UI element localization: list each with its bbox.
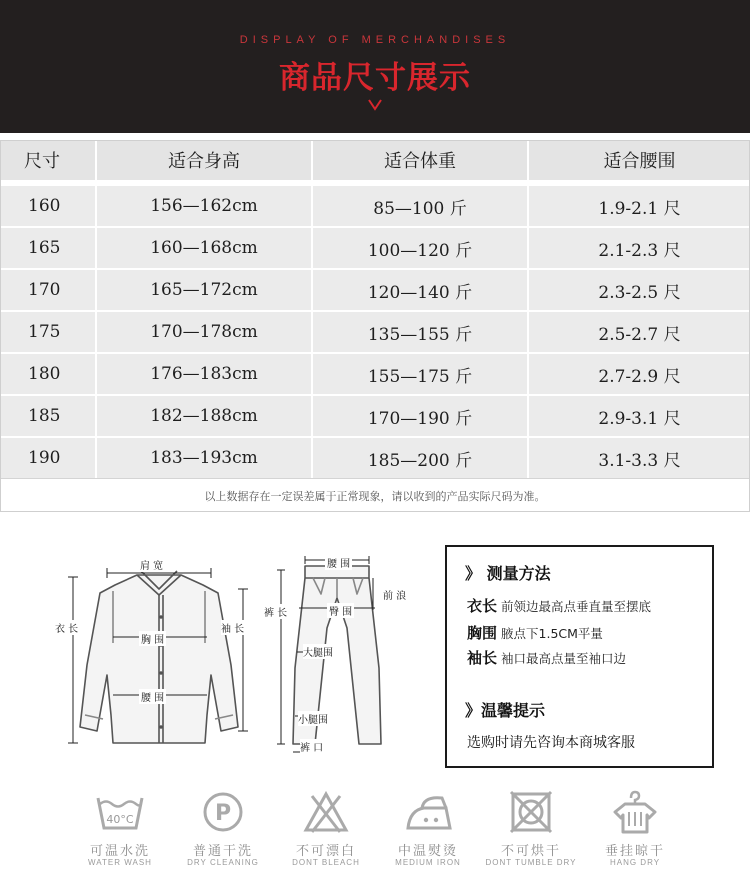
care-label-cn: 垂挂晾干 — [604, 844, 665, 859]
pants-hip-label: 臀 围 — [327, 603, 354, 618]
no-bleach-icon — [302, 790, 350, 834]
shirt-waist-label: 腰 围 — [139, 689, 166, 704]
header-banner — [0, 0, 750, 133]
cell-height: 182—188cm — [97, 396, 311, 436]
cell-size: 180 — [0, 354, 95, 394]
page-title: 商品尺寸展示 — [279, 60, 471, 96]
measure-term: 衣长 — [467, 597, 498, 615]
cell-size: 165 — [0, 228, 95, 268]
care-label-en: MEDIUM IRON — [395, 858, 461, 867]
pants-diagram — [265, 548, 425, 760]
measure-item — [467, 595, 651, 616]
cell-size: 190 — [0, 438, 95, 478]
shirt-diagram — [45, 545, 255, 755]
cell-height: 176—183cm — [97, 354, 311, 394]
cell-size: 175 — [0, 312, 95, 352]
cell-size: 185 — [0, 396, 95, 436]
table-row — [0, 438, 750, 480]
tips-title: 》温馨提示 — [465, 701, 546, 720]
dry-clean-badge: P — [214, 801, 232, 826]
cell-height: 170—178cm — [97, 312, 311, 352]
measure-term: 袖长 — [467, 649, 498, 667]
measure-item — [467, 622, 603, 643]
pants-calf-label: 小腿围 — [298, 711, 328, 726]
care-label-cn: 不可漂白 — [295, 844, 356, 859]
wash-temp-badge: 40°C — [106, 813, 134, 826]
table-row — [0, 270, 750, 312]
measure-method-box — [445, 545, 714, 768]
iron-medium-icon — [402, 790, 454, 834]
pants-front-rise-label: 前 浪 — [383, 587, 406, 602]
shirt-chest-label: 胸 围 — [139, 631, 166, 646]
table-row — [0, 396, 750, 438]
care-label-cn: 可温水洗 — [89, 844, 150, 859]
measure-desc: 前领边最高点垂直量至摆底 — [501, 599, 652, 614]
measure-method-title: 》 测量方法 — [465, 564, 551, 583]
table-note: 以上数据存在一定误差属于正常现象，请以收到的产品实际尺码为准。 — [0, 478, 750, 512]
cell-waist: 2.9-3.1 尺 — [529, 396, 750, 436]
pants-thigh-label: 大腿围 — [303, 644, 333, 659]
pants-hem-label: 裤 口 — [300, 739, 323, 754]
cell-waist: 2.3-2.5 尺 — [529, 270, 750, 310]
pants-waist-label: 腰 围 — [325, 555, 352, 570]
cell-waist: 2.1-2.3 尺 — [529, 228, 750, 268]
cell-height: 165—172cm — [97, 270, 311, 310]
cell-weight: 135—155 斤 — [313, 312, 527, 352]
cell-waist: 2.5-2.7 尺 — [529, 312, 750, 352]
cell-height: 160—168cm — [97, 228, 311, 268]
care-label-en: HANG DRY — [609, 858, 661, 867]
size-table — [0, 140, 750, 512]
table-row — [0, 312, 750, 354]
cell-size: 160 — [0, 186, 95, 226]
wash-40-icon — [94, 790, 146, 834]
shirt-sleeve-label: 袖 长 — [221, 620, 244, 635]
table-row — [0, 186, 750, 228]
header-height: 适合身高 — [97, 140, 311, 180]
header-weight: 适合体重 — [313, 140, 527, 180]
table-row — [0, 354, 750, 396]
cell-weight: 170—190 斤 — [313, 396, 527, 436]
care-label-cn: 普通干洗 — [192, 844, 253, 859]
cell-weight: 185—200 斤 — [313, 438, 527, 478]
cell-weight: 85—100 斤 — [313, 186, 527, 226]
care-label-cn: 不可烘干 — [500, 844, 561, 859]
care-item-wash — [65, 790, 175, 890]
cell-waist: 3.1-3.3 尺 — [529, 438, 750, 478]
care-label-en: WATER WASH — [88, 858, 152, 867]
table-row — [0, 228, 750, 270]
cell-waist: 1.9-2.1 尺 — [529, 186, 750, 226]
care-item-no-tumble — [476, 790, 586, 890]
shirt-shoulder-label: 肩 宽 — [138, 557, 165, 572]
table-header-row — [0, 140, 750, 182]
measure-term: 胸围 — [467, 624, 498, 642]
pants-length-label: 裤 长 — [264, 604, 287, 619]
cell-weight: 120—140 斤 — [313, 270, 527, 310]
shirt-length-label: 衣 长 — [55, 620, 78, 635]
care-item-no-bleach — [271, 790, 381, 890]
tips-text: 选购时请先咨询本商城客服 — [467, 735, 635, 751]
cell-weight: 100—120 斤 — [313, 228, 527, 268]
cell-size: 170 — [0, 270, 95, 310]
cell-height: 183—193cm — [97, 438, 311, 478]
care-item-dry-clean — [168, 790, 278, 890]
measure-desc: 腋点下1.5CM平量 — [501, 626, 603, 641]
cell-waist: 2.7-2.9 尺 — [529, 354, 750, 394]
hang-dry-icon — [609, 790, 661, 834]
cell-weight: 155—175 斤 — [313, 354, 527, 394]
care-label-en: DONT BLEACH — [292, 858, 360, 867]
dry-clean-p-icon — [201, 790, 245, 834]
measure-item — [467, 647, 626, 668]
care-label-cn: 中温熨烫 — [397, 844, 458, 859]
header-size: 尺寸 — [0, 140, 95, 180]
no-tumble-dry-icon — [507, 790, 555, 834]
care-label-en: DRY CLEANING — [187, 858, 259, 867]
care-label-en: DONT TUMBLE DRY — [485, 858, 577, 867]
chevron-down-icon — [367, 98, 383, 112]
header-subtitle: DISPLAY OF MERCHANDISES — [239, 34, 511, 46]
care-item-iron — [373, 790, 483, 890]
care-item-hang-dry — [580, 790, 690, 890]
header-waist: 适合腰围 — [529, 140, 750, 180]
cell-height: 156—162cm — [97, 186, 311, 226]
measure-desc: 袖口最高点量至袖口边 — [501, 651, 627, 666]
